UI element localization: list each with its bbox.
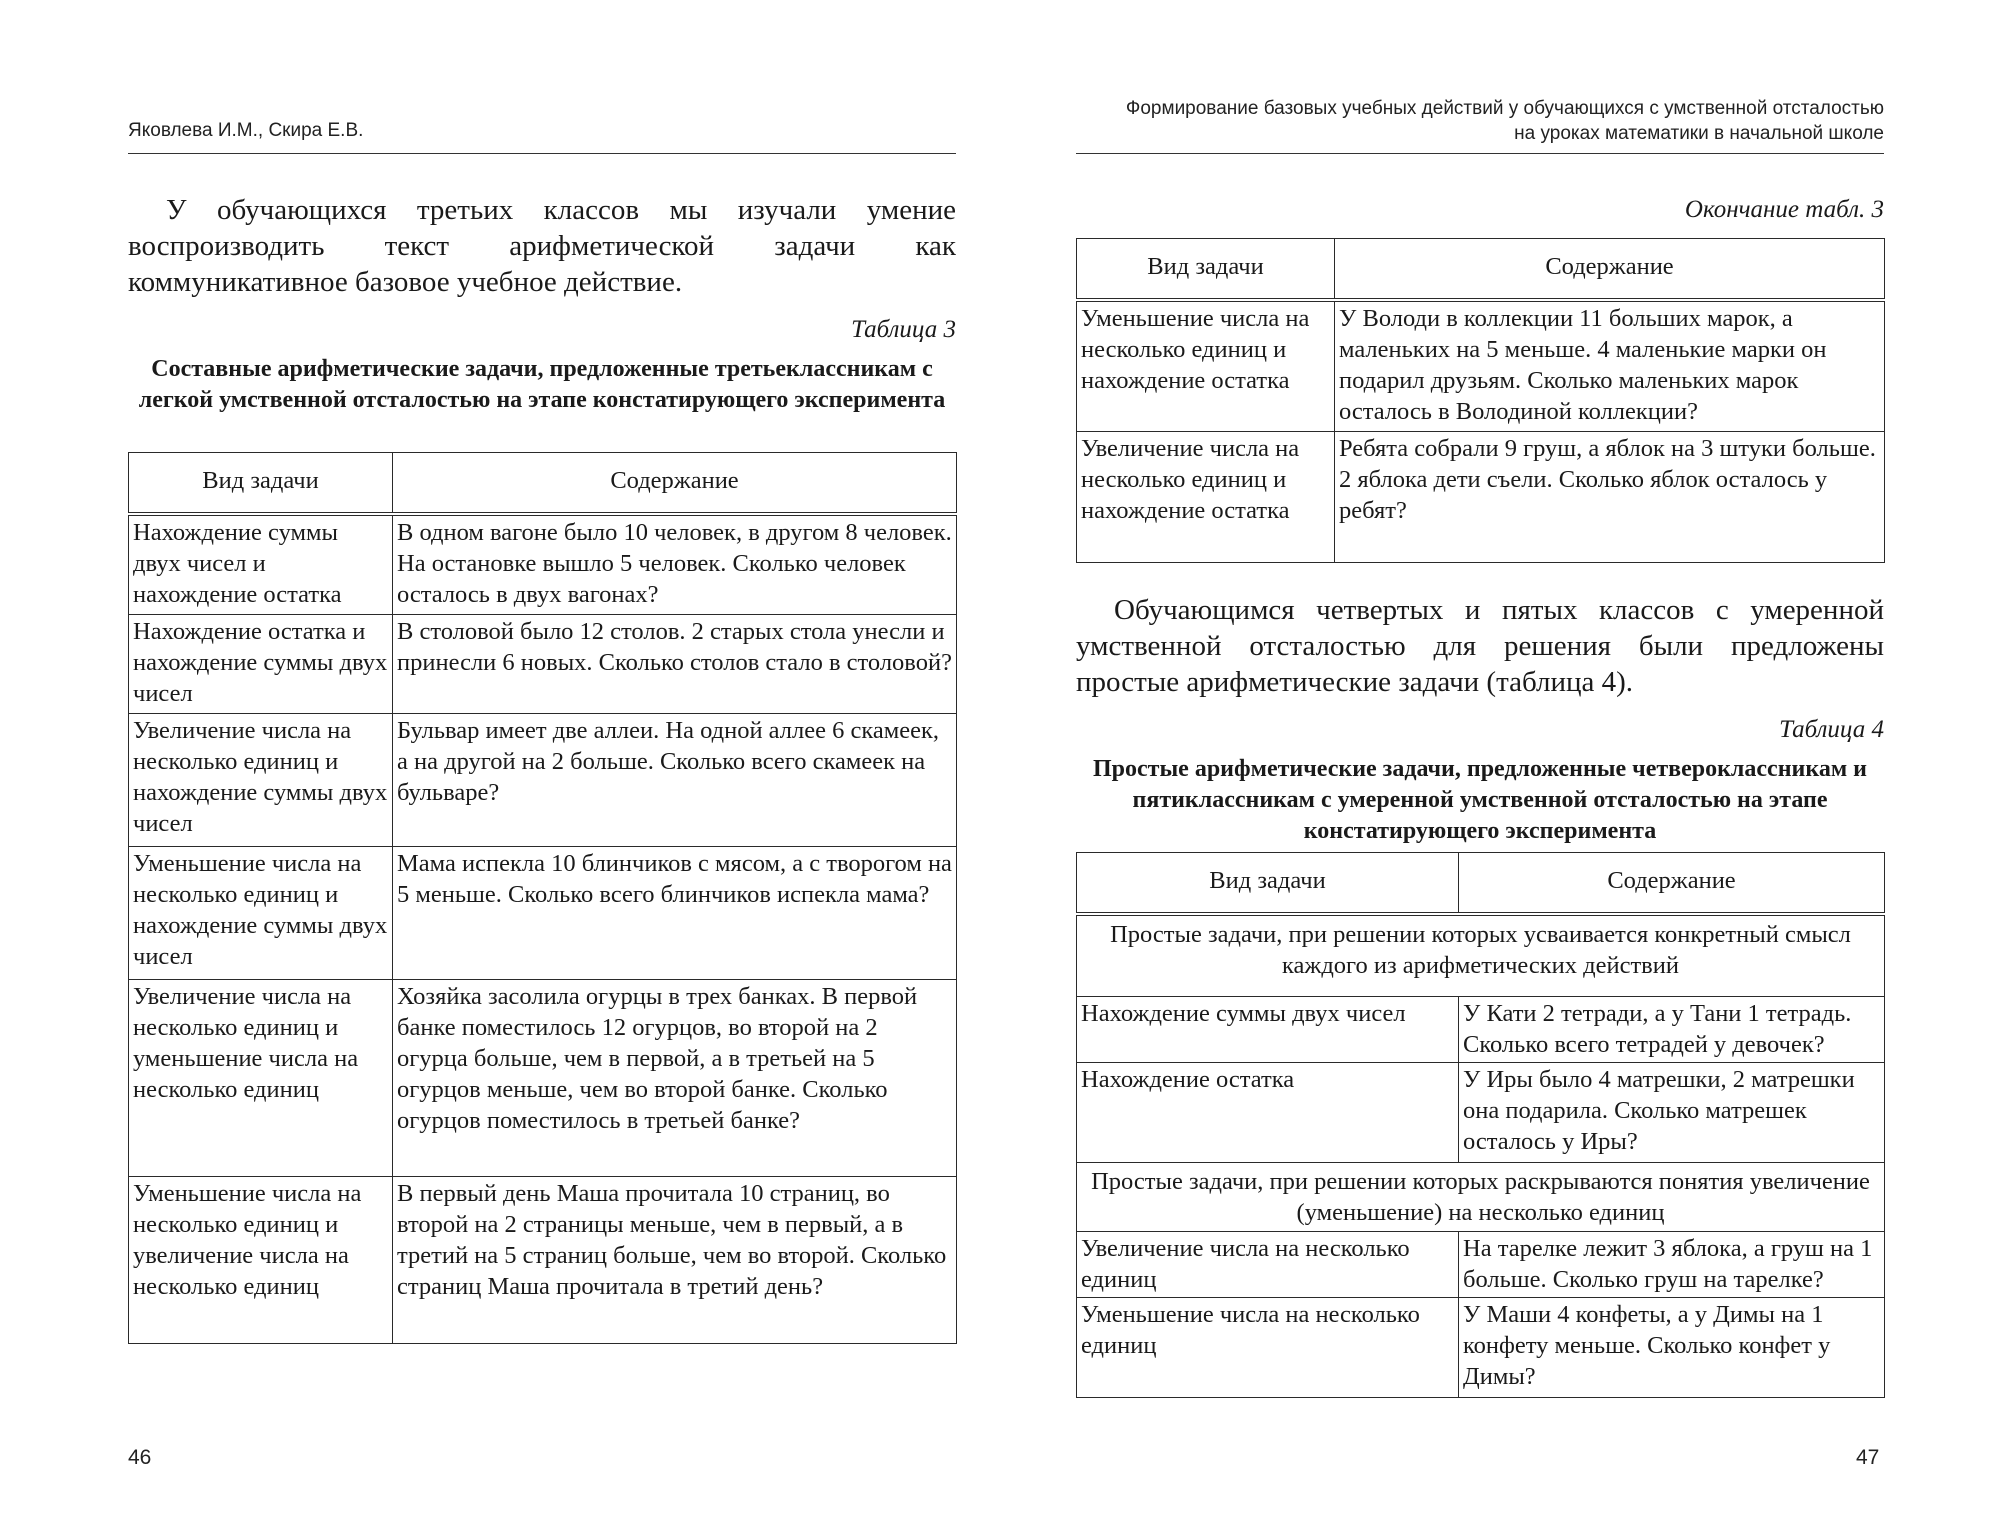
task-type-cell: Увеличение числа на несколько единиц и нахождение остатка bbox=[1077, 431, 1335, 562]
table-row bbox=[1077, 1297, 1885, 1397]
running-head-line-2: на уроках математики в начальной школе bbox=[1514, 123, 1884, 144]
table-header-row bbox=[1077, 239, 1885, 301]
table-title: Составные арифметические задачи, предложенные третьеклассникам с легкой умственной отсталостью на этапе констатирующего эксперимента bbox=[138, 356, 946, 413]
task-type-cell: Уменьшение числа на несколько единиц и нахождение суммы двух чисел bbox=[129, 846, 393, 979]
section-row bbox=[1077, 1162, 1885, 1231]
task-type-cell: Уменьшение числа на несколько единиц bbox=[1077, 1297, 1459, 1397]
task-content-cell: У Володи в коллекции 11 больших марок, а маленьких на 5 меньше. 4 маленькие марки он подарил друзьям. Сколько маленьких марок осталось в Володиной коллекции? bbox=[1335, 300, 1885, 431]
task-content-cell: Бульвар имеет две аллеи. На одной аллее 6 скамеек, а на другой на 2 больше. Сколько всего скамеек на бульваре? bbox=[393, 713, 957, 846]
task-type-cell: Увеличение числа на несколько единиц и нахождение суммы двух чисел bbox=[129, 713, 393, 846]
task-type-cell: Нахождение остатка и нахождение суммы двух чисел bbox=[129, 614, 393, 713]
task-content-cell: На тарелке лежит 3 яблока, а груш на 1 больше. Сколько груш на тарелке? bbox=[1459, 1231, 1885, 1297]
table-row bbox=[1077, 1231, 1885, 1297]
running-head-line-1: Формирование базовых учебных действий у обучающихся с умственной отсталостью bbox=[1125, 98, 1884, 119]
table-3-continuation bbox=[1076, 238, 1885, 563]
task-content-cell: В столовой было 12 столов. 2 старых стола унесли и принесли 6 новых. Сколько столов стало в столовой? bbox=[393, 614, 957, 713]
continuation-caption: Окончание табл. 3 bbox=[1684, 196, 1884, 223]
table-header-row bbox=[1077, 853, 1885, 915]
header-cell-type: Вид задачи bbox=[1077, 239, 1335, 301]
task-type-cell: Уменьшение числа на несколько единиц и увеличение числа на несколько единиц bbox=[129, 1176, 393, 1343]
task-type-cell: Нахождение суммы двух чисел и нахождение остатка bbox=[129, 514, 393, 614]
intro-paragraph bbox=[1076, 592, 1884, 700]
task-type-cell: Нахождение суммы двух чисел bbox=[1077, 996, 1459, 1062]
intro-paragraph bbox=[128, 192, 956, 300]
table-row bbox=[129, 846, 957, 979]
task-content-cell: В первый день Маша прочитала 10 страниц, во второй на 2 страницы меньше, чем в первый, а в третий на 5 страниц больше, чем во второй. Сколько страниц Маша прочитала в третий день? bbox=[393, 1176, 957, 1343]
table-caption: Таблица 4 bbox=[1779, 716, 1884, 743]
table-row bbox=[129, 614, 957, 713]
task-content-cell: У Маши 4 конфеты, а у Димы на 1 конфету меньше. Сколько конфет у Димы? bbox=[1459, 1297, 1885, 1397]
task-content-cell: В одном вагоне было 10 человек, в другом 8 человек. На остановке вышло 5 человек. Сколько человек осталось в двух вагонах? bbox=[393, 514, 957, 614]
table-row bbox=[1077, 996, 1885, 1062]
task-type-cell: Уменьшение числа на несколько единиц и нахождение остатка bbox=[1077, 300, 1335, 431]
running-head-authors: Яковлева И.М., Скира Е.В. bbox=[128, 120, 364, 141]
header-rule bbox=[128, 153, 956, 154]
task-type-cell: Увеличение числа на несколько единиц и уменьшение числа на несколько единиц bbox=[129, 979, 393, 1176]
intro-text: У обучающихся третьих классов мы изучали умение воспроизводить текст арифметической задачи как коммуникативное базовое учебное действие. bbox=[128, 194, 956, 298]
page-number-right: 47 bbox=[1856, 1446, 1880, 1469]
task-content-cell: У Иры было 4 матрешки, 2 матрешки она подарила. Сколько матрешек осталось у Иры? bbox=[1459, 1062, 1885, 1162]
table-4 bbox=[1076, 852, 1885, 1398]
section-heading-cell: Простые задачи, при решении которых раскрываются понятия увеличение (уменьшение) на несколько единиц bbox=[1077, 1162, 1885, 1231]
table-row bbox=[129, 713, 957, 846]
task-type-cell: Нахождение остатка bbox=[1077, 1062, 1459, 1162]
section-row bbox=[1077, 914, 1885, 996]
table-3 bbox=[128, 452, 957, 1344]
table-row bbox=[1077, 431, 1885, 562]
header-cell-content: Содержание bbox=[1459, 853, 1885, 915]
header-cell-content: Содержание bbox=[393, 453, 957, 515]
running-head-title bbox=[1060, 96, 1884, 146]
task-content-cell: Ребята собрали 9 груш, а яблок на 3 штуки больше. 2 яблока дети съели. Сколько яблок осталось у ребят? bbox=[1335, 431, 1885, 562]
table-row bbox=[129, 1176, 957, 1343]
task-content-cell: У Кати 2 тетради, а у Тани 1 тетрадь. Сколько всего тетрадей у девочек? bbox=[1459, 996, 1885, 1062]
header-cell-content: Содержание bbox=[1335, 239, 1885, 301]
right-page bbox=[1000, 0, 2000, 1536]
header-rule bbox=[1076, 153, 1884, 154]
task-content-cell: Хозяйка засолила огурцы в трех банках. В первой банке поместилось 12 огурцов, во второй на 2 огурца больше, чем в первой, а в третьей на 5 огурцов меньше, чем во второй банке. Сколько огурцов поместилось в третьей банке? bbox=[393, 979, 957, 1176]
table-row bbox=[129, 979, 957, 1176]
table-row bbox=[129, 514, 957, 614]
page-number-left: 46 bbox=[128, 1446, 152, 1469]
table-header-row bbox=[129, 453, 957, 515]
table-row bbox=[1077, 300, 1885, 431]
task-content-cell: Мама испекла 10 блинчиков с мясом, а с творогом на 5 меньше. Сколько всего блинчиков испекла мама? bbox=[393, 846, 957, 979]
section-heading-cell: Простые задачи, при решении которых усваивается конкретный смысл каждого из арифметических действий bbox=[1077, 914, 1885, 996]
header-cell-type: Вид задачи bbox=[1077, 853, 1459, 915]
table-title: Простые арифметические задачи, предложенные четвероклассникам и пятиклассникам с умеренной умственной отсталостью на этапе констатирующего эксперимента bbox=[1092, 756, 1867, 844]
intro-text: Обучающимся четвертых и пятых классов с умеренной умственной отсталостью для решения были предложены простые арифметические задачи (таблица 4). bbox=[1076, 594, 1884, 698]
table-row bbox=[1077, 1062, 1885, 1162]
header-cell-type: Вид задачи bbox=[129, 453, 393, 515]
table-caption: Таблица 3 bbox=[851, 316, 956, 343]
task-type-cell: Увеличение числа на несколько единиц bbox=[1077, 1231, 1459, 1297]
